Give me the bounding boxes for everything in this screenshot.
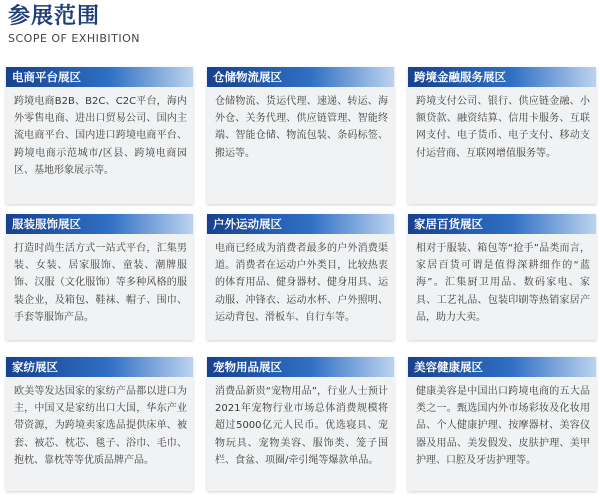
- exhibit-zone-beauty-health: [408, 357, 596, 491]
- page-subtitle: SCOPE OF EXHIBITION: [8, 32, 141, 45]
- exhibit-zone-ecommerce-platform: [6, 67, 193, 204]
- zone-description: 欧美等发达国家的家纺产品都以进口为主，中国又是家纺出口大国，华东产业带资源，为跨境卖家选品提供床单、被套、被芯、枕芯、毯子、浴巾、毛巾、抱枕、靠枕等等优质品牌产品。: [14, 386, 187, 466]
- exhibit-zone-outdoor-sports: [207, 214, 394, 340]
- zone-description: 电商已经成为消费者最多的户外消费渠道。消费者在运动户外类目，比较热衷的体育用品、健身器材、健身用具、运动服、冲锋衣、运动水杯、户外照明、运动背包、滑板车、自行车等。: [215, 243, 388, 323]
- zone-description: 相对于服装、箱包等“抢手”品类而言，家居百货可谓是值得深耕细作的“蓝海”。汇集厨卫用品、数码家电、家具、工艺礼品、包装印刷等热销家居产品，助力大卖。: [416, 243, 590, 323]
- zone-description: 打造时尚生活方式一站式平台，汇集男装、女装、居家服饰、童装、潮牌服饰、汉服（文化服饰）等多种风格的服装企业，及箱包、鞋袜、帽子、围巾、手套等服饰产品。: [14, 243, 187, 323]
- zone-description: 仓储物流、货运代理、速递、转运、海外仓、关务代理、供应链管理、智能终端、智能仓储、物流包装、条码标签、搬运等。: [215, 96, 388, 159]
- zone-title: 家居百货展区: [408, 214, 596, 234]
- zone-description: 消费品新贵“宠物用品”，行业人士预计2021年宠物行业市场总体消费规模将超过5000亿元人民币。优选寝具、宠物玩具、宠物美容、服饰类、笼子围栏、食盆、项圈/牵引绳等爆款单品。: [215, 386, 388, 466]
- zone-title: 电商平台展区: [6, 67, 193, 87]
- zone-title: 户外运动展区: [207, 214, 394, 234]
- exhibit-zone-warehousing-logistics: [207, 67, 394, 204]
- zone-title: 跨境金融服务展区: [408, 67, 596, 87]
- exhibit-zone-home-textiles: [6, 357, 193, 491]
- zone-description: 跨境支付公司、银行、供应链金融、小额贷款、融资结算、信用卡服务、互联网支付、电子货币、电子支付、移动支付运营商、互联网增值服务等。: [416, 96, 590, 159]
- exhibit-zone-cross-border-finance: [408, 67, 596, 204]
- exhibit-zone-apparel: [6, 214, 193, 340]
- zone-title: 美容健康展区: [408, 357, 596, 377]
- zone-title: 宠物用品展区: [207, 357, 394, 377]
- page-header: [8, 4, 140, 45]
- zone-description: 健康美容是中国出口跨境电商的五大品类之一。甄选国内外市场彩妆及化妆用品、个人健康护理、按摩器材、美容仪器及用品、美发假发、皮肤护理、美甲护理、口腔及牙齿护理等。: [416, 386, 590, 466]
- zone-title: 仓储物流展区: [207, 67, 394, 87]
- exhibit-zone-pet-supplies: [207, 357, 394, 491]
- zone-title: 服装服饰展区: [6, 214, 193, 234]
- page-title: 参展范围: [8, 4, 101, 29]
- zone-title: 家纺展区: [6, 357, 193, 377]
- zone-description: 跨境电商B2B、B2C、C2C平台，海内外零售电商、进出口贸易公司、国内主流电商平台、国内进口跨境电商平台、跨境电商示范城市/区县、跨境电商园区、基地形象展示等。: [14, 96, 187, 176]
- exhibit-zone-home-goods: [408, 214, 596, 340]
